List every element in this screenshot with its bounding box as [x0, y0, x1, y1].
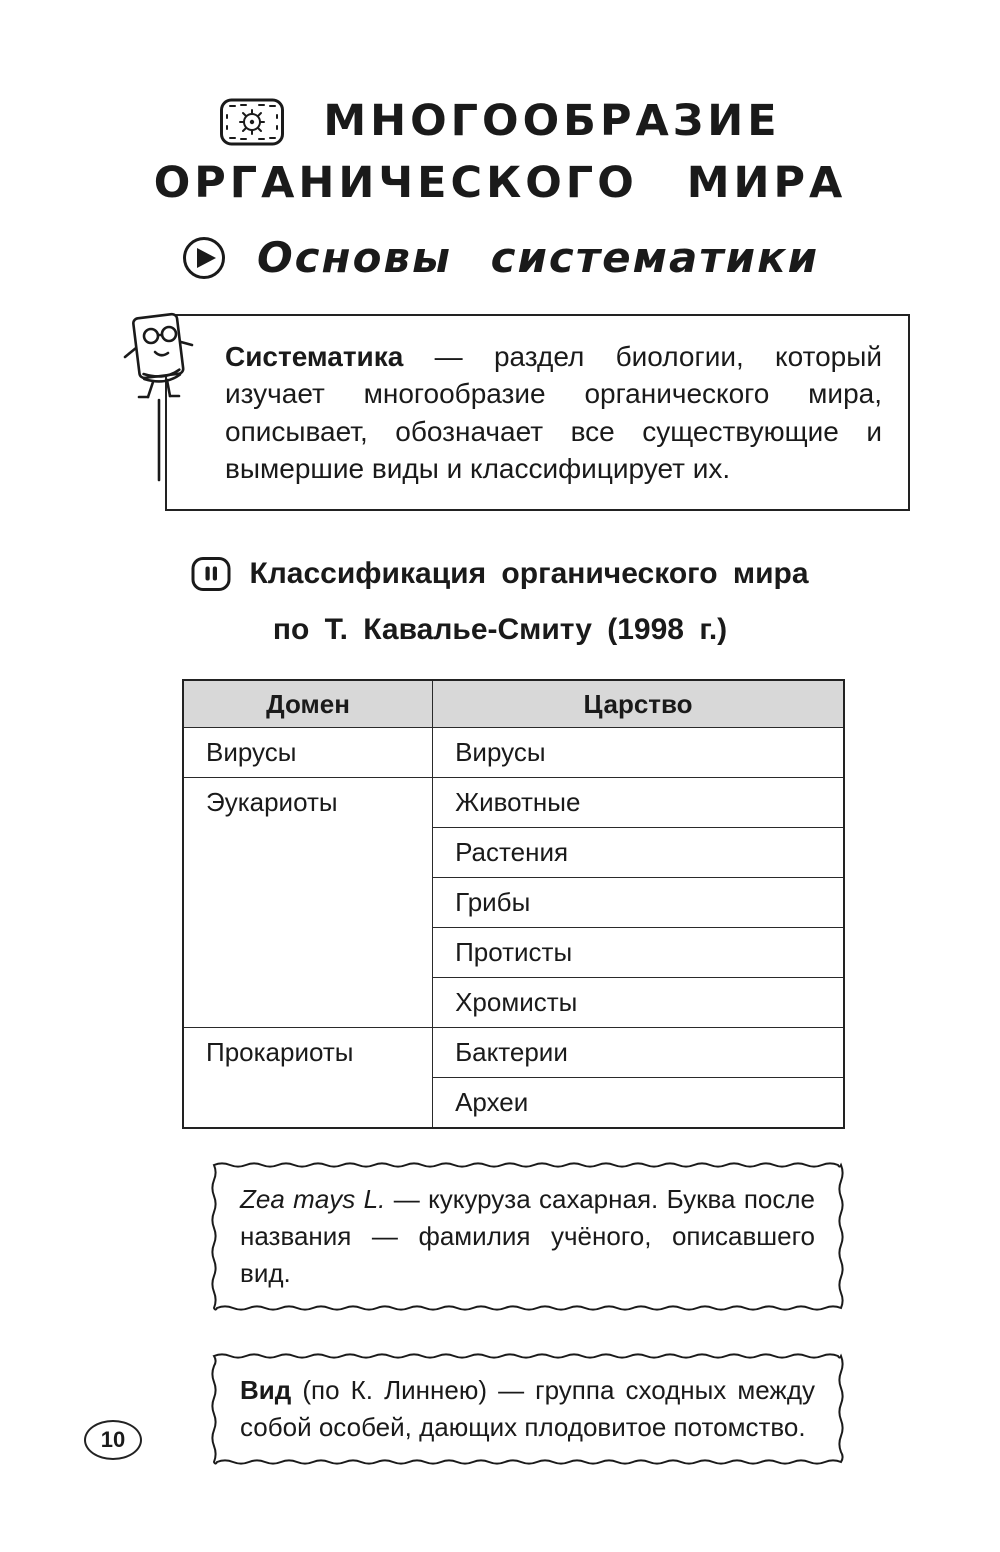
domain-cell: Вирусы: [183, 727, 433, 777]
kingdom-cell: Вирусы: [433, 727, 844, 777]
book-character-icon: [117, 302, 201, 488]
topic-heading: [0, 551, 1000, 653]
domain-cell: Прокариоты: [183, 1027, 433, 1128]
species-example-paragraph: [240, 1181, 815, 1292]
page-number-badge: [84, 1420, 142, 1460]
kingdom-cell: Растения: [433, 827, 844, 877]
table-row: [183, 777, 844, 827]
kingdom-cell: Бактерии: [433, 1027, 844, 1077]
chapter-header: [0, 0, 1000, 282]
column-header-domain: Домен: [183, 680, 433, 727]
kingdom-cell: Хромисты: [433, 977, 844, 1027]
chapter-subtitle-row: [0, 233, 1000, 282]
classification-table: [182, 679, 845, 1129]
chapter-subtitle: Основы систематики: [256, 233, 820, 283]
topic-heading-line2: по Т. Кавалье-Смиту (1998 г.): [272, 612, 728, 646]
definition-term: Систематика: [225, 341, 404, 373]
microbe-frame-icon: [219, 97, 285, 147]
species-latin-name: Zea mays L.: [240, 1183, 386, 1214]
definition-box: [165, 314, 910, 511]
definition-paragraph: [225, 338, 882, 487]
definition-callout: [165, 314, 910, 511]
kingdom-cell: Археи: [433, 1077, 844, 1128]
play-circle-icon: [181, 235, 227, 281]
topic-heading-line1-row: [191, 551, 808, 598]
table-row: [183, 727, 844, 777]
topic-heading-line1: Классификация органического мира: [249, 557, 809, 591]
table-row: [183, 1027, 844, 1077]
chapter-title-line1: МНОГООБРАЗИЕ: [323, 96, 781, 146]
kingdom-cell: Животные: [433, 777, 844, 827]
chapter-title-row: [0, 96, 1000, 148]
species-definition-note: [210, 1352, 845, 1466]
species-definition-text: (по К. Линнею) — группа сходных между собой особей, дающих плодовитое потомство.: [240, 1374, 815, 1442]
kingdom-cell: Грибы: [433, 877, 844, 927]
definition-body-text: — раздел биологии, который изучает многообразие органического мира, описывает, обозначает все существующие и вымершие виды и классифицирует их.: [225, 341, 882, 484]
column-header-kingdom: Царство: [433, 680, 844, 727]
kingdom-cell: Протисты: [433, 927, 844, 977]
table-header-row: [183, 680, 844, 727]
species-definition-term: Вид: [240, 1374, 292, 1405]
species-example-note: [210, 1161, 845, 1312]
page-number: 10: [100, 1427, 126, 1452]
species-example-text: — кукуруза сахарная. Буква после названия — фамилия учёного, описавшего вид.: [240, 1183, 815, 1288]
domain-cell: Эукариоты: [183, 777, 433, 1027]
chapter-title-line2: ОРГАНИЧЕСКОГО МИРА: [153, 157, 847, 208]
pause-badge-icon: [191, 556, 231, 592]
species-definition-paragraph: [240, 1372, 815, 1446]
